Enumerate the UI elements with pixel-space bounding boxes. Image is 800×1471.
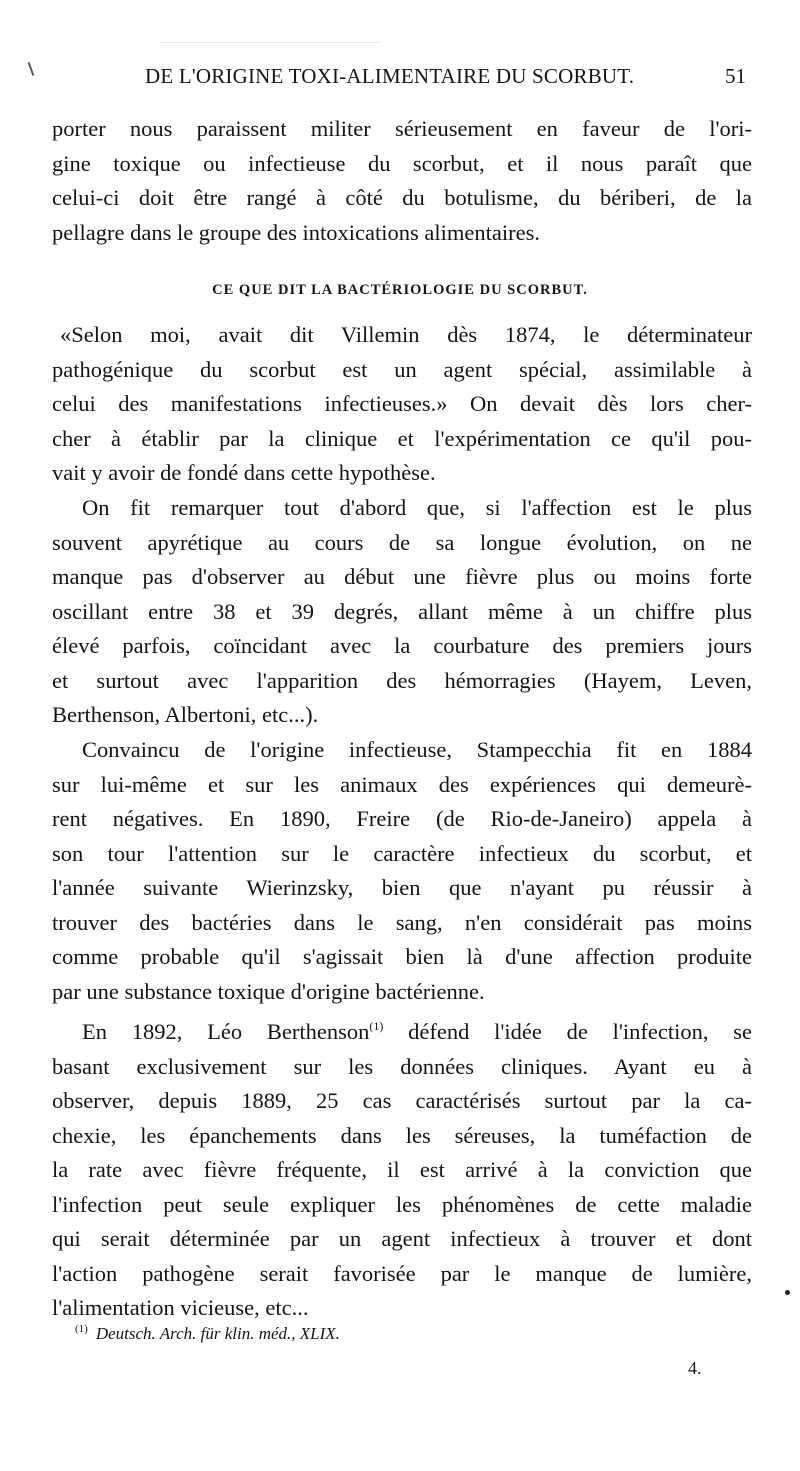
text-line: souvent apyrétique au cours de sa longue évolution, on ne [52, 529, 752, 555]
text-line: pellagre dans le groupe des intoxications alimentaires. [52, 219, 540, 245]
signature-mark: 4. [688, 1358, 702, 1378]
text-line: celui des manifestations infectieuses.» On devait dès lors cher- [52, 391, 752, 416]
text-line: oscillant entre 38 et 39 degrés, allant même à un chiffre plus [52, 598, 752, 624]
paragraph-villemin [52, 318, 752, 491]
text-line: «Selon moi, avait dit Villemin dès 1874, le déterminateur [60, 322, 752, 347]
paragraph-fever [52, 491, 752, 733]
text-line: gine toxique ou infectieuse du scorbut, et il nous paraît que [52, 150, 752, 176]
text-line: On fit remarquer tout d'abord que, si l'affection est le plus [82, 495, 752, 520]
text-line: l'alimentation vicieuse, etc... [52, 1295, 309, 1320]
text-line: vait y avoir de fondé dans cette hypothèse. [52, 460, 436, 485]
text-line: l'infection peut seule expliquer les phénomènes de cette maladie [52, 1191, 752, 1217]
paper-smudge [160, 20, 380, 43]
footnote-mark: (1) [75, 1323, 88, 1335]
paragraph-stampecchia [52, 733, 752, 1009]
text-line: Berthenson, Albertoni, etc...). [52, 702, 319, 727]
text-line: son tour l'attention sur le caractère infectieux du scorbut, et [52, 840, 752, 866]
text-fragment: défend l'idée de l'infection, se [383, 1019, 752, 1044]
text-line: trouver des bactéries dans le sang, n'en considérait pas moins [52, 909, 752, 935]
text-line: cher à établir par la clinique et l'expérimentation ce qu'il pou- [52, 425, 752, 451]
footnote [75, 1323, 340, 1344]
intro-paragraph [52, 112, 752, 250]
text-line: par une substance toxique d'origine bactérienne. [52, 978, 485, 1004]
footnote-reference: (1) [369, 1019, 384, 1033]
paragraph-berthenson [52, 1009, 752, 1326]
text-line: basant exclusivement sur les données cliniques. Ayant eu à [52, 1053, 752, 1079]
text-line: manque pas d'observer au début une fièvre plus ou moins forte [52, 564, 752, 589]
text-line: pathogénique du scorbut est un agent spécial, assimilable à [52, 356, 752, 382]
text-line: Convaincu de l'origine infectieuse, Stampecchia fit en 1884 [82, 737, 752, 762]
margin-mark [28, 62, 35, 76]
text-fragment: En 1892, Léo Berthenson [82, 1019, 370, 1044]
text-line: l'action pathogène serait favorisée par le manque de lumière, [52, 1260, 752, 1286]
section-heading: CE QUE DIT LA BACTÉRIOLOGIE DU SCORBUT. [212, 282, 588, 298]
text-line: l'année suivante Wierinzsky, bien que n'ayant pu réussir à [52, 875, 752, 900]
text-line: élevé parfois, coïncidant avec la courbature des premiers jours [52, 633, 752, 658]
text-line [52, 1009, 752, 1050]
text-line: celui-ci doit être rangé à côté du botulisme, du bériberi, de la [52, 185, 752, 210]
ink-dot [785, 1290, 790, 1295]
text-line: la rate avec fièvre fréquente, il est arrivé à la conviction que [52, 1157, 752, 1182]
page-number: 51 [725, 64, 746, 88]
text-line: rent négatives. En 1890, Freire (de Rio-de-Janeiro) appela à [52, 806, 752, 831]
text-line: qui serait déterminée par un agent infectieux à trouver et dont [52, 1226, 752, 1251]
running-title: DE L'ORIGINE TOXI-ALIMENTAIRE DU SCORBUT. [145, 64, 635, 88]
text-line: chexie, les épanchements dans les séreuses, la tuméfaction de [52, 1122, 752, 1148]
text-line: sur lui-même et sur les animaux des expériences qui demeurè- [52, 771, 752, 797]
text-line: observer, depuis 1889, 25 cas caractérisés surtout par la ca- [52, 1088, 752, 1113]
footnote-text: Deutsch. Arch. für klin. méd., XLIX. [95, 1324, 340, 1343]
text-line: comme probable qu'il s'agissait bien là d'une affection produite [52, 944, 752, 969]
text-line: porter nous paraissent militer sérieusement en faveur de l'ori- [52, 116, 752, 141]
text-line: et surtout avec l'apparition des hémorragies (Hayem, Leven, [52, 667, 752, 693]
